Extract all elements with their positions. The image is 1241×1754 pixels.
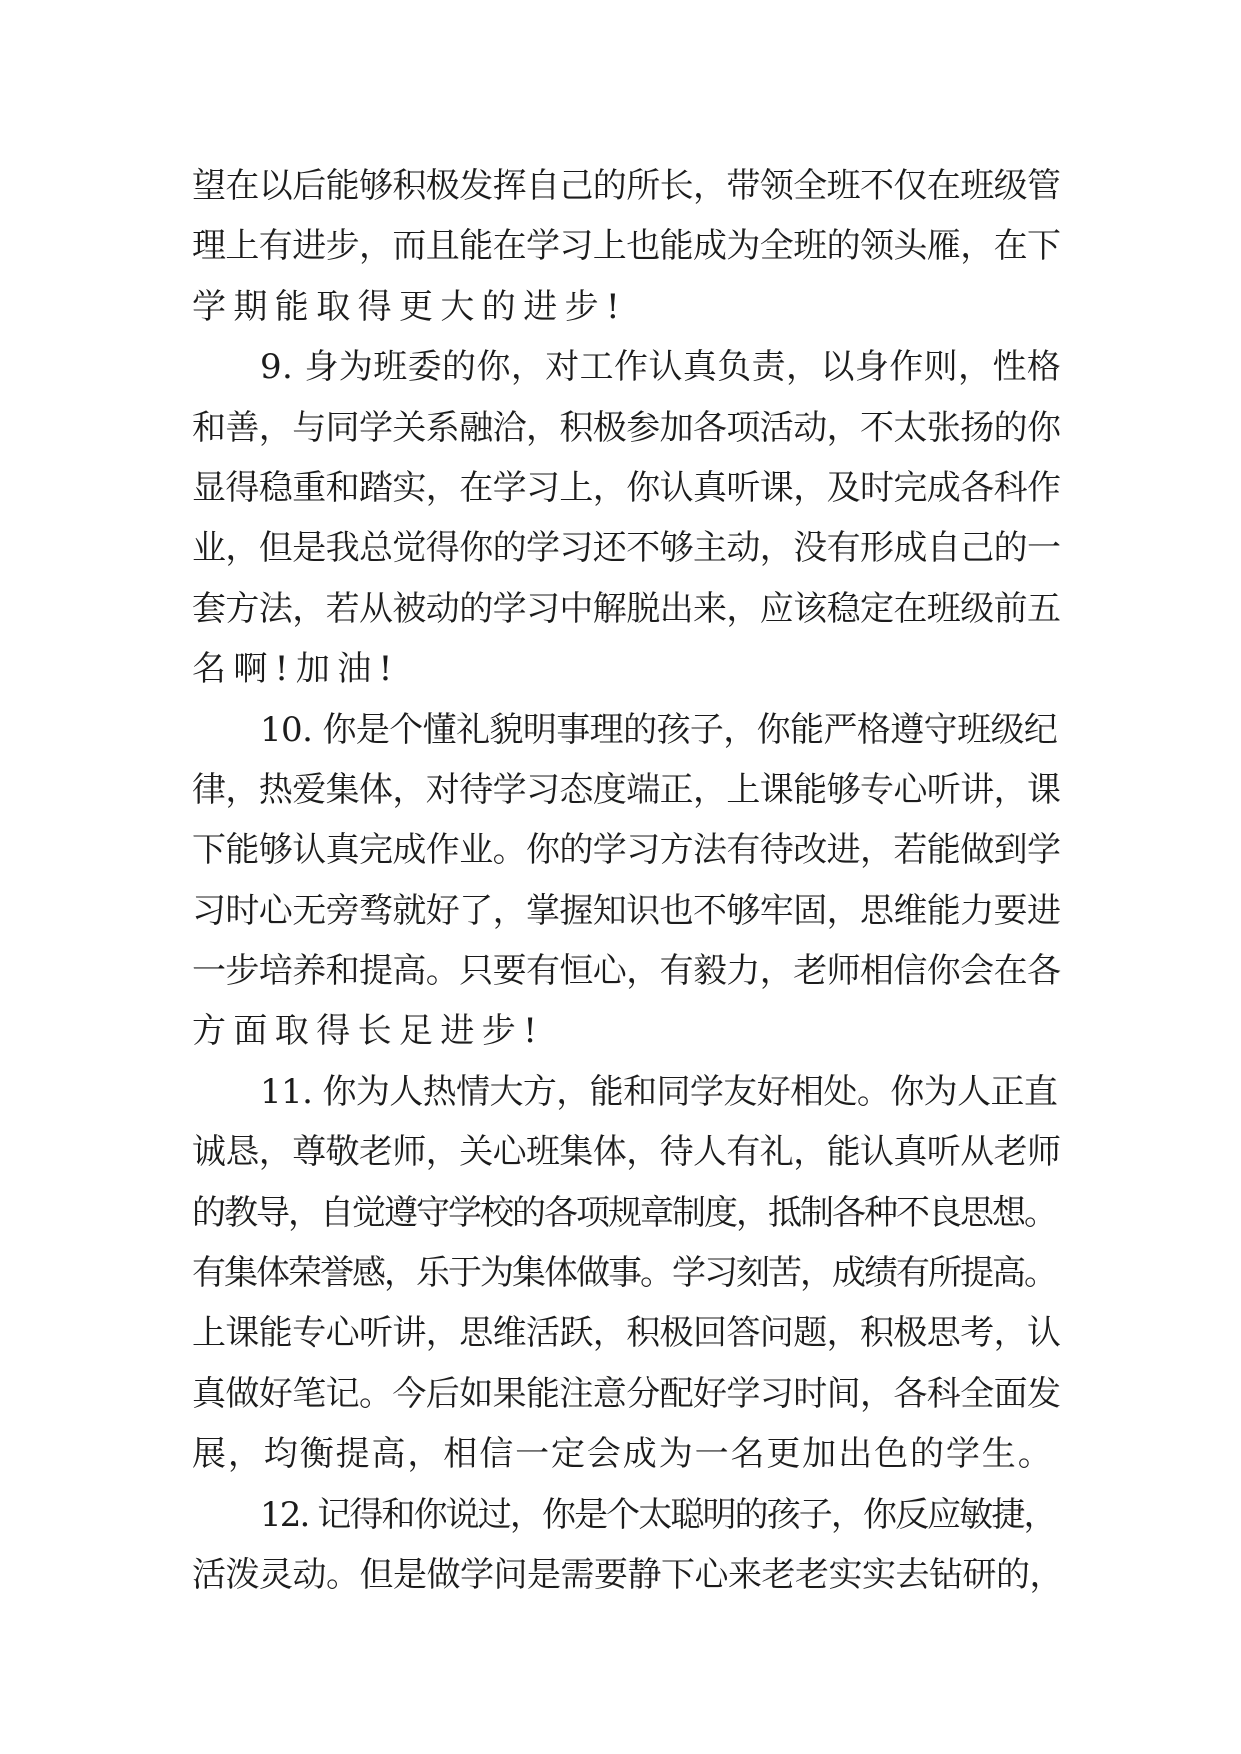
- text-line: 的教导，自觉遵守学校的各项规章制度，抵制各种不良思想。: [192, 1192, 1056, 1233]
- body-text: [192, 156, 1064, 1605]
- paragraph-9-start: 9. 身为班委的你，对工作认真负责，以身作则，性格: [260, 347, 1062, 388]
- text-line: 真做好笔记。今后如果能注意分配好学习时间，各科全面发: [192, 1373, 1061, 1414]
- text-line: 显得稳重和踏实，在学习上，你认真听课，及时完成各科作: [192, 467, 1061, 508]
- text-line: 业，但是我总觉得你的学习还不够主动，没有形成自己的一: [192, 528, 1061, 569]
- paragraph-11-start: 11. 你为人热情大方，能和同学友好相处。你为人正直: [260, 1071, 1058, 1112]
- text-line: 活泼灵动。但是做学问是需要静下心来老老实实去钻研的，: [192, 1554, 1063, 1595]
- text-line: 诚恳，尊敬老师，关心班集体，待人有礼，能认真听从老师: [192, 1132, 1061, 1173]
- text-line: 方面取得长足进步!: [192, 1011, 545, 1052]
- text-line: 望在以后能够积极发挥自己的所长，带领全班不仅在班级管: [192, 166, 1061, 206]
- paragraph-12-start: 12. 记得和你说过，你是个太聪明的孩子，你反应敏捷，: [260, 1494, 1056, 1535]
- text-line: 律，热爱集体，对待学习态度端正，上课能够专心听讲，课: [192, 769, 1061, 810]
- text-line: 一步培养和提高。只要有恒心，有毅力，老师相信你会在各: [192, 951, 1061, 992]
- text-line: 有集体荣誉感，乐于为集体做事。学习刻苦，成绩有所提高。: [192, 1253, 1056, 1294]
- paragraph-10-start: 10. 你是个懂礼貌明事理的孩子，你能严格遵守班级纪: [260, 709, 1058, 750]
- text-line: 习时心无旁骛就好了，掌握知识也不够牢固，思维能力要进: [192, 890, 1061, 931]
- text-line: 名啊!加油!: [192, 649, 400, 690]
- text-line: 上课能专心听讲，思维活跃，积极回答问题，积极思考，认: [192, 1313, 1061, 1354]
- text-line: 理上有进步，而且能在学习上也能成为全班的领头雁，在下: [192, 226, 1061, 267]
- text-line: 学期能取得更大的进步!: [192, 286, 628, 327]
- text-line: 套方法，若从被动的学习中解脱出来，应该稳定在班级前五: [192, 588, 1061, 629]
- text-line: 展，均衡提高，相信一定会成为一名更加出色的学生。: [192, 1434, 1054, 1475]
- text-line: 下能够认真完成作业。你的学习方法有待改进，若能做到学: [192, 830, 1061, 871]
- text-line: 和善，与同学关系融洽，积极参加各项活动，不太张扬的你: [192, 407, 1061, 448]
